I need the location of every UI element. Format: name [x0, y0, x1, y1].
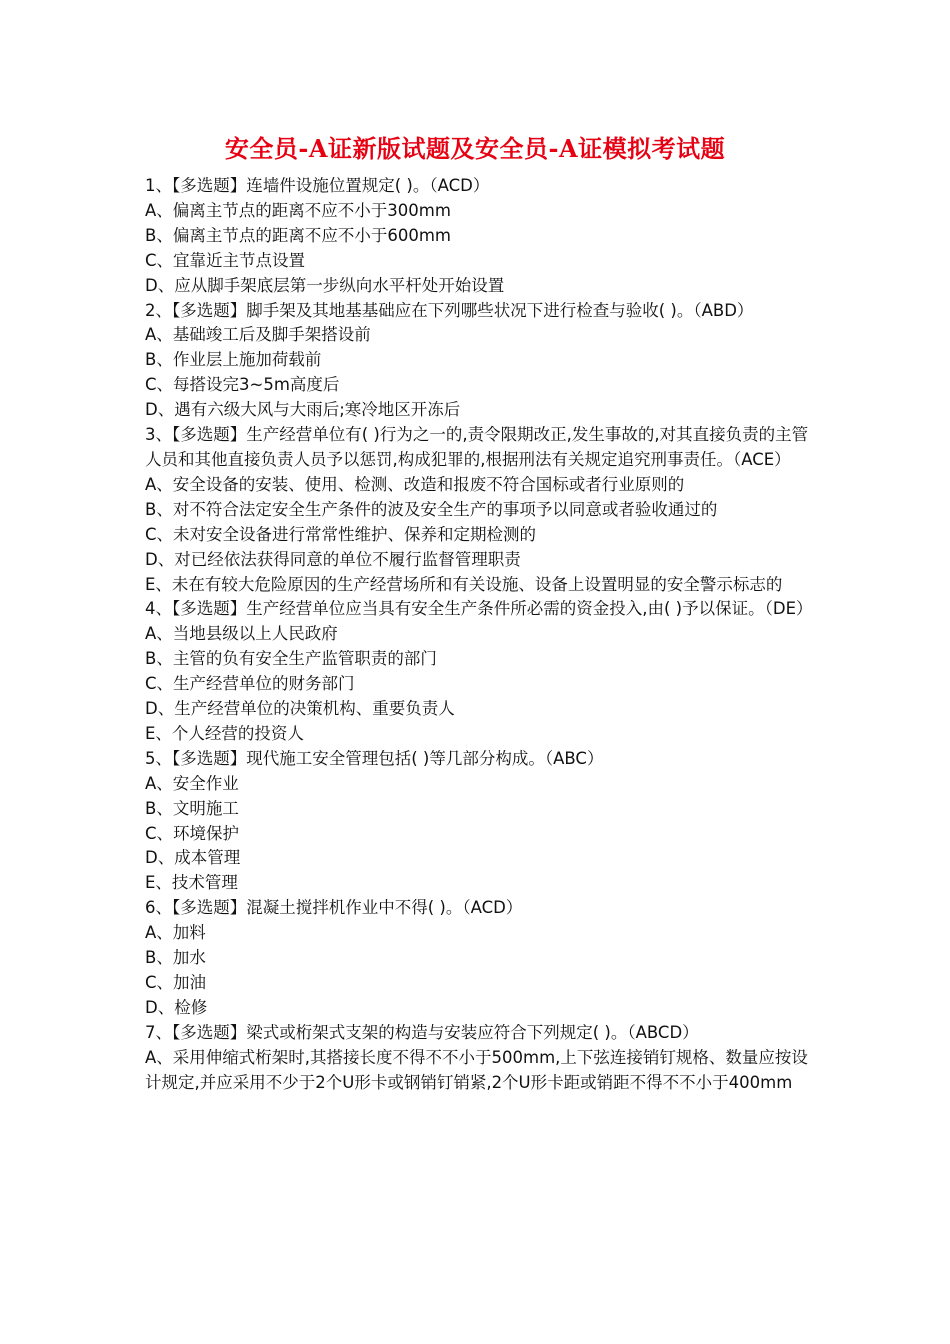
text-line: B、对不符合法定安全生产条件的波及安全生产的事项予以同意或者验收通过的: [145, 499, 718, 519]
text-line: A、加料: [145, 923, 206, 943]
text-line: C、宜靠近主节点设置: [145, 250, 306, 270]
text-line: 2、【多选题】脚手架及其地基基础应在下列哪些状况下进行检查与验收( )。（ABD）: [145, 300, 754, 320]
text-line: A、偏离主节点的距离不应不小于300mm: [145, 200, 451, 220]
text-line: A、安全设备的安装、使用、检测、改造和报废不符合国标或者行业原则的: [145, 474, 685, 494]
text-line: A、采用伸缩式桁架时,其搭接长度不得不不小于500mm,上下弦连接销钉规格、数量应按设计规定,并应采用不少于2个U形卡或钢销钉销紧,2个U形卡距或销距不得不不小于400mm: [145, 1047, 808, 1092]
text-line: 3、【多选题】生产经营单位有( )行为之一的,责令限期改正,发生事故的,对其直接负责的主管人员和其他直接负责人员予以惩罚,构成犯罪的,根据刑法有关规定追究刑事责任。（ACE）: [145, 425, 809, 469]
text-line: C、未对安全设备进行常常性维护、保养和定期检测的: [145, 524, 537, 544]
text-line: 7、【多选题】梁式或桁架式支架的构造与安装应符合下列规定( )。（ABCD）: [145, 1022, 699, 1042]
text-line: E、技术管理: [145, 873, 238, 893]
text-line: D、生产经营单位的决策机构、重要负责人: [145, 699, 455, 719]
text-line: 4、【多选题】生产经营单位应当具有安全生产条件所必需的资金投入,由( )予以保证。（DE）: [145, 599, 813, 619]
text-line: 6、【多选题】混凝土搅拌机作业中不得( )。（ACD）: [145, 898, 523, 918]
text-line: B、主管的负有安全生产监管职责的部门: [145, 649, 437, 669]
text-line: A、安全作业: [145, 773, 239, 793]
text-line: C、加油: [145, 973, 207, 992]
text-line: D、成本管理: [145, 848, 241, 868]
text-line: A、当地县级以上人民政府: [145, 624, 338, 644]
text-line: B、作业层上施加荷载前: [145, 350, 322, 370]
text-line: E、未在有较大危险原因的生产经营场所和有关设施、设备上设置明显的安全警示标志的: [145, 574, 783, 594]
text-line: B、文明施工: [145, 798, 239, 818]
text-line: D、检修: [145, 997, 208, 1017]
text-line: B、偏离主节点的距离不应不小于600mm: [145, 225, 451, 245]
text-line: C、环境保护: [145, 823, 240, 843]
text-line: D、遇有六级大风与大雨后;寒冷地区开冻后: [145, 400, 461, 420]
document-title: 安全员-A证新版试题及安全员-A证模拟考试题: [224, 134, 726, 163]
text-line: 1、【多选题】连墙件设施位置规定( )。（ACD）: [145, 176, 490, 195]
text-line: E、个人经营的投资人: [145, 723, 304, 743]
text-line: D、对已经依法获得同意的单位不履行监督管理职责: [145, 549, 521, 569]
text-line: 5、【多选题】现代施工安全管理包括( )等几部分构成。（ABC）: [145, 748, 604, 768]
text-line: A、基础竣工后及脚手架搭设前: [145, 325, 371, 345]
text-line: C、每搭设完3~5m高度后: [145, 375, 340, 395]
document-body: [145, 174, 813, 1096]
text-line: B、加水: [145, 948, 206, 968]
text-line: D、应从脚手架底层第一步纵向水平杆处开始设置: [145, 275, 505, 295]
text-line: C、生产经营单位的财务部门: [145, 674, 355, 694]
